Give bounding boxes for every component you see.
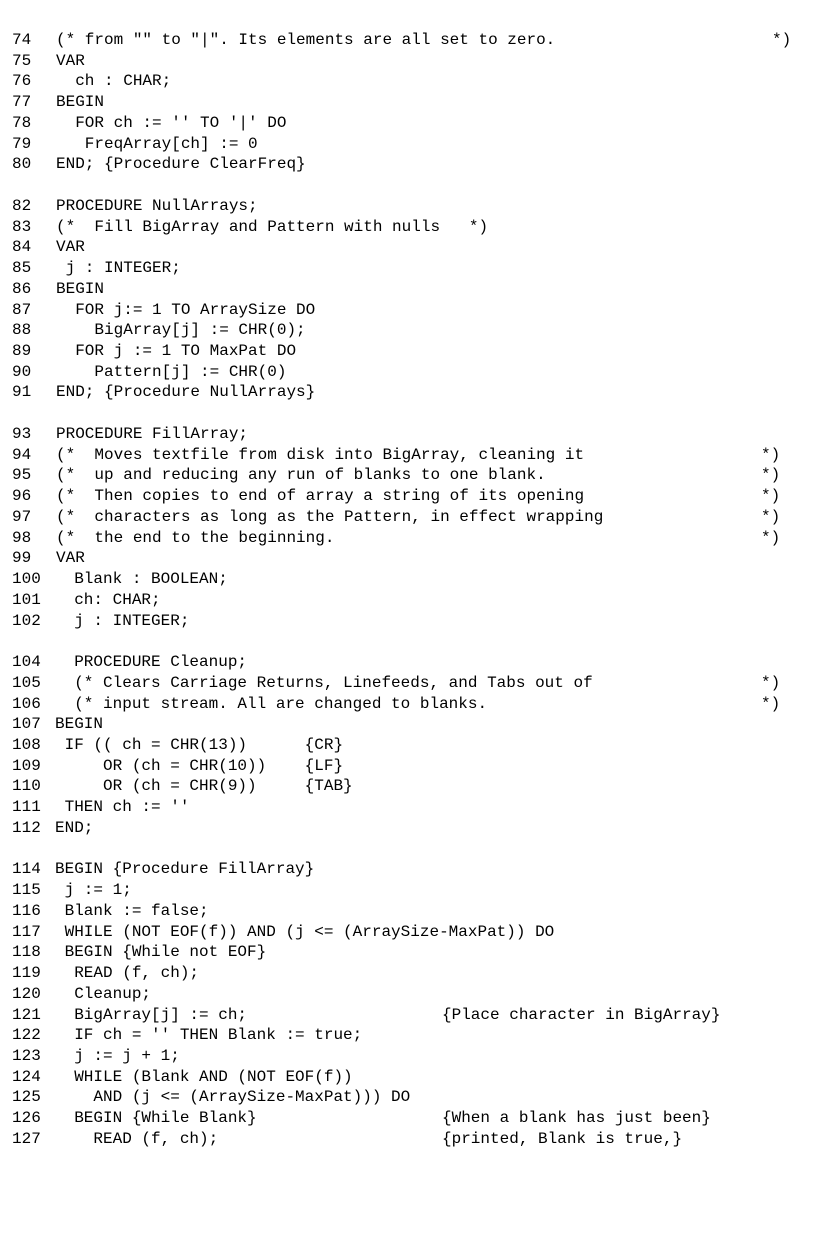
code-text: WHILE (NOT EOF(f)) AND (j <= (ArraySize-MaxPat)) DO [55, 922, 555, 941]
code-text: BEGIN [55, 715, 104, 734]
code-text: IF ch = '' THEN Blank := true; [55, 1026, 363, 1045]
code-line [0, 154, 838, 175]
code-line [0, 735, 838, 756]
line-number: 90 [12, 362, 32, 381]
line-number: 79 [12, 134, 32, 153]
inline-comment: {printed, Blank is true,} [442, 1129, 683, 1148]
line-number: 124 [12, 1067, 41, 1086]
line-number: 84 [12, 238, 32, 257]
line-number: 127 [12, 1129, 41, 1148]
code-line [0, 113, 838, 134]
code-line [0, 797, 838, 818]
code-line [0, 258, 838, 279]
code-text: (* up and reducing any run of blanks to one blank. [56, 466, 546, 485]
code-line [0, 963, 838, 984]
code-text: j : INTEGER; [55, 611, 190, 630]
code-line [0, 217, 838, 238]
comment-close: *) [761, 507, 781, 526]
code-text: PROCEDURE Cleanup; [55, 653, 248, 672]
code-text: BEGIN {While not EOF} [55, 943, 267, 962]
code-text: Pattern[j] := CHR(0) [56, 362, 287, 381]
code-line [0, 362, 838, 383]
line-number: 107 [12, 715, 41, 734]
code-line [0, 984, 838, 1005]
code-line [0, 465, 838, 486]
line-number: 83 [12, 217, 32, 236]
code-line [0, 279, 838, 300]
code-line [0, 51, 838, 72]
code-line [0, 694, 838, 715]
code-text: Cleanup; [55, 984, 152, 1003]
code-text: j : INTEGER; [56, 259, 181, 278]
comment-close: *) [761, 466, 781, 485]
code-line [0, 237, 838, 258]
code-text: ch : CHAR; [56, 72, 172, 91]
line-number: 123 [12, 1046, 41, 1065]
code-text: BEGIN {Procedure FillArray} [55, 860, 315, 879]
code-text: Blank := false; [55, 901, 209, 920]
code-text: j := j + 1; [55, 1046, 180, 1065]
code-line [0, 320, 838, 341]
code-line [0, 71, 838, 92]
code-line [0, 341, 838, 362]
inline-comment: {Place character in BigArray} [442, 1005, 721, 1024]
code-text: (* characters as long as the Pattern, in effect wrapping [56, 507, 604, 526]
line-number: 125 [12, 1088, 41, 1107]
code-text: FOR ch := '' TO '|' DO [56, 113, 287, 132]
line-number: 108 [12, 735, 41, 754]
code-text: WHILE (Blank AND (NOT EOF(f)) [55, 1067, 353, 1086]
line-number: 112 [12, 818, 41, 837]
line-number: 98 [12, 528, 32, 547]
code-line [0, 92, 838, 113]
code-text: READ (f, ch); [55, 1129, 219, 1148]
line-number: 80 [12, 155, 32, 174]
code-line [0, 611, 838, 632]
code-line [0, 1108, 838, 1129]
code-line [0, 1046, 838, 1067]
code-text: BEGIN [56, 279, 105, 298]
line-number: 119 [12, 964, 41, 983]
code-line [0, 382, 838, 403]
code-text: FOR j:= 1 TO ArraySize DO [56, 300, 316, 319]
line-number: 110 [12, 777, 41, 796]
code-text: (* Then copies to end of array a string of its opening [56, 487, 585, 506]
line-number: 111 [12, 798, 41, 817]
inline-comment: {When a blank has just been} [442, 1109, 711, 1128]
code-text: VAR [56, 238, 85, 257]
code-text: VAR [56, 549, 85, 568]
line-number: 78 [12, 113, 32, 132]
line-number: 74 [12, 31, 32, 49]
code-text: END; [55, 818, 94, 837]
line-number: 89 [12, 342, 32, 361]
code-text: (* Clears Carriage Returns, Linefeeds, and Tabs out of [55, 673, 593, 692]
code-listing [0, 30, 838, 1150]
code-line [0, 859, 838, 880]
line-number: 101 [12, 590, 41, 609]
code-line [0, 1087, 838, 1108]
line-number: 87 [12, 300, 32, 319]
line-number: 77 [12, 93, 32, 112]
code-line [0, 445, 838, 466]
code-text: (* input stream. All are changed to blanks. [55, 694, 488, 713]
code-text: PROCEDURE FillArray; [56, 424, 249, 443]
code-text: (* Fill BigArray and Pattern with nulls *) [56, 217, 489, 236]
blank-line [0, 631, 838, 652]
code-text: FOR j := 1 TO MaxPat DO [56, 342, 297, 361]
line-number: 99 [12, 549, 32, 568]
code-line [0, 776, 838, 797]
line-number: 75 [12, 51, 32, 70]
code-text: END; {Procedure ClearFreq} [56, 155, 306, 174]
line-number: 121 [12, 1005, 41, 1024]
code-line [0, 424, 838, 445]
code-line [0, 590, 838, 611]
code-line [0, 300, 838, 321]
code-text: Blank : BOOLEAN; [55, 570, 228, 589]
line-number: 117 [12, 922, 41, 941]
code-text: ch: CHAR; [55, 590, 161, 609]
line-number: 126 [12, 1109, 41, 1128]
line-number: 100 [12, 570, 41, 589]
line-number: 115 [12, 881, 41, 900]
code-line [0, 652, 838, 673]
comment-close: *) [761, 445, 781, 464]
code-line [0, 922, 838, 943]
code-text: OR (ch = CHR(10)) {LF} [55, 756, 344, 775]
line-number: 91 [12, 383, 32, 402]
code-text: IF (( ch = CHR(13)) {CR} [55, 735, 344, 754]
code-line [0, 196, 838, 217]
line-number: 104 [12, 653, 41, 672]
code-text: OR (ch = CHR(9)) {TAB} [55, 777, 353, 796]
code-line [0, 1005, 838, 1026]
code-line [0, 507, 838, 528]
code-line [0, 1129, 838, 1150]
line-number: 94 [12, 445, 32, 464]
code-text: (* from "" to "|". Its elements are all set to zero. [56, 31, 556, 49]
comment-close: *) [761, 694, 781, 713]
line-number: 102 [12, 611, 41, 630]
comment-close: *) [761, 528, 781, 547]
code-line [0, 486, 838, 507]
code-line [0, 30, 838, 51]
code-line [0, 673, 838, 694]
comment-close: *) [772, 31, 792, 49]
line-number: 86 [12, 279, 32, 298]
code-text: READ (f, ch); [55, 964, 200, 983]
code-text: BEGIN [56, 93, 105, 112]
line-number: 82 [12, 196, 32, 215]
blank-line [0, 403, 838, 424]
line-number: 105 [12, 673, 41, 692]
code-line [0, 818, 838, 839]
code-text: BigArray[j] := ch; [55, 1005, 248, 1024]
line-number: 106 [12, 694, 41, 713]
line-number: 95 [12, 466, 32, 485]
line-number: 116 [12, 901, 41, 920]
line-number: 97 [12, 507, 32, 526]
line-number: 120 [12, 984, 41, 1003]
code-line [0, 528, 838, 549]
line-number: 85 [12, 259, 32, 278]
code-line [0, 1067, 838, 1088]
code-text: j := 1; [55, 881, 132, 900]
code-line [0, 134, 838, 155]
code-text: THEN ch := '' [55, 798, 190, 817]
comment-close: *) [761, 487, 781, 506]
code-text: BEGIN {While Blank} [55, 1109, 257, 1128]
line-number: 88 [12, 321, 32, 340]
code-text: VAR [56, 51, 85, 70]
line-number: 118 [12, 943, 41, 962]
code-text: (* the end to the beginning. [56, 528, 335, 547]
code-text: FreqArray[ch] := 0 [56, 134, 258, 153]
line-number: 114 [12, 860, 41, 879]
code-text: AND (j <= (ArraySize-MaxPat))) DO [55, 1088, 411, 1107]
code-line [0, 942, 838, 963]
code-line [0, 569, 838, 590]
comment-close: *) [761, 673, 781, 692]
line-number: 76 [12, 72, 32, 91]
line-number: 96 [12, 487, 32, 506]
code-text: END; {Procedure NullArrays} [56, 383, 316, 402]
code-line [0, 548, 838, 569]
code-line [0, 880, 838, 901]
code-line [0, 1025, 838, 1046]
code-line [0, 714, 838, 735]
code-text: PROCEDURE NullArrays; [56, 196, 258, 215]
blank-line [0, 175, 838, 196]
code-text: BigArray[j] := CHR(0); [56, 321, 306, 340]
line-number: 122 [12, 1026, 41, 1045]
line-number: 93 [12, 424, 32, 443]
code-line [0, 756, 838, 777]
blank-line [0, 839, 838, 860]
code-line [0, 901, 838, 922]
line-number: 109 [12, 756, 41, 775]
code-text: (* Moves textfile from disk into BigArray, cleaning it [56, 445, 585, 464]
